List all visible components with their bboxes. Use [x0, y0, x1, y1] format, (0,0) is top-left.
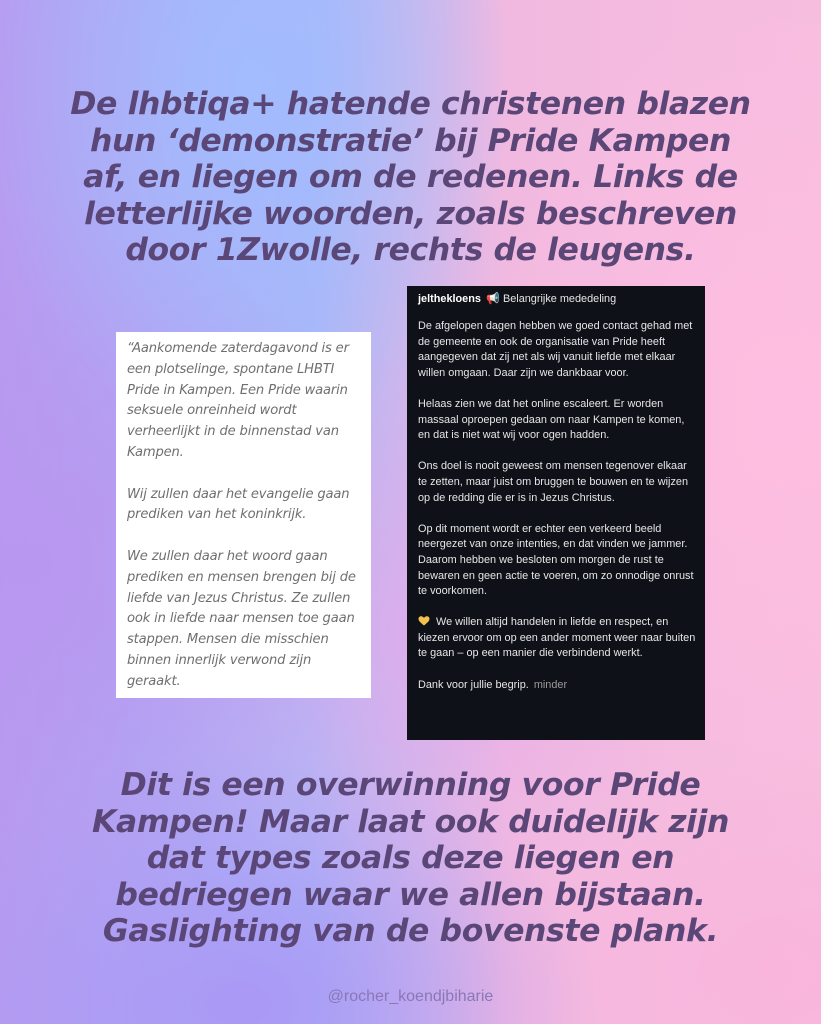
headline-bottom: Dit is een overwinning voor Pride Kampen! Maar laat ook duidelijk zijn dat types zoals deze liegen en bedriegen waar we allen bijstaan. Gaslighting van de bovenste plank.: [92, 767, 729, 949]
post-paragraph: Helaas zien we dat het online escaleert. Er worden massaal oproepen gedaan om naar Kampen te komen, en dat is niet wat wij voor ogen hadden.: [418, 397, 685, 442]
yellow-heart-icon: [418, 616, 430, 626]
megaphone-icon: 📢: [486, 292, 500, 305]
quote-paragraph: Wij zullen daar het evangelie gaan prediken van het koninkrijk.: [127, 486, 350, 523]
post-paragraph: Ons doel is nooit geweest om mensen tegenover elkaar te zetten, maar juist om bruggen te bouwen en te wijzen op de redding die er is in Jezus Christus.: [418, 460, 689, 504]
show-less-link[interactable]: minder: [533, 678, 568, 691]
post-paragraph: De afgelopen dagen hebben we goed contact gehad met de gemeente en ook de organisatie van Pride heeft aangegeven dat zij net als wij vanuit liefde met elkaar willen omgaan. Daar zijn we dankbaar voor.: [418, 320, 693, 379]
post-paragraph-heart: [418, 615, 697, 662]
post-title: Belangrijke mededeling: [502, 292, 617, 305]
post-username: jelthekloens: [418, 292, 481, 305]
post-closing: [418, 678, 697, 694]
post-header: [418, 289, 697, 310]
post-closing-text: Dank voor jullie begrip.: [418, 678, 529, 691]
instagram-post-screenshot: [407, 286, 705, 740]
quote-paragraph: “Aankomende zaterdagavond is er een plotselinge, spontane LHBTI Pride in Kampen. Een Pride waarin seksuele onreinheid wordt verheerlijkt in de binnenstad van Kampen.: [127, 341, 349, 460]
post-paragraph-text: We willen altijd handelen in liefde en respect, en kiezen ervoor om op een ander moment weer naar buiten te gaan – op een manier die verbindend werkt.: [418, 616, 696, 660]
headline-top: De lhbtiqa+ hatende christenen blazen hun ‘demonstratie’ bij Pride Kampen af, en liegen om de redenen. Links de letterlijke woorden, zoals beschreven door 1Zwolle, rechts de leugens.: [70, 86, 751, 268]
quote-paragraph: We zullen daar het woord gaan prediken en mensen brengen bij de liefde van Jezus Christus. Ze zullen ook in liefde naar mensen toe gaan stappen. Mensen die misschien binnen innerlijk verwond zijn geraakt.: [127, 548, 356, 689]
quote-card: [116, 332, 371, 698]
author-handle: @rocher_koendjbiharie: [327, 988, 494, 1005]
post-paragraph: Op dit moment wordt er echter een verkeerd beeld neergezet van onze intenties, en dat vinden we jammer. Daarom hebben we besloten om morgen de rust te bewaren en geen actie te voeren, om zo onnodige onrust te voorkomen.: [418, 522, 694, 598]
